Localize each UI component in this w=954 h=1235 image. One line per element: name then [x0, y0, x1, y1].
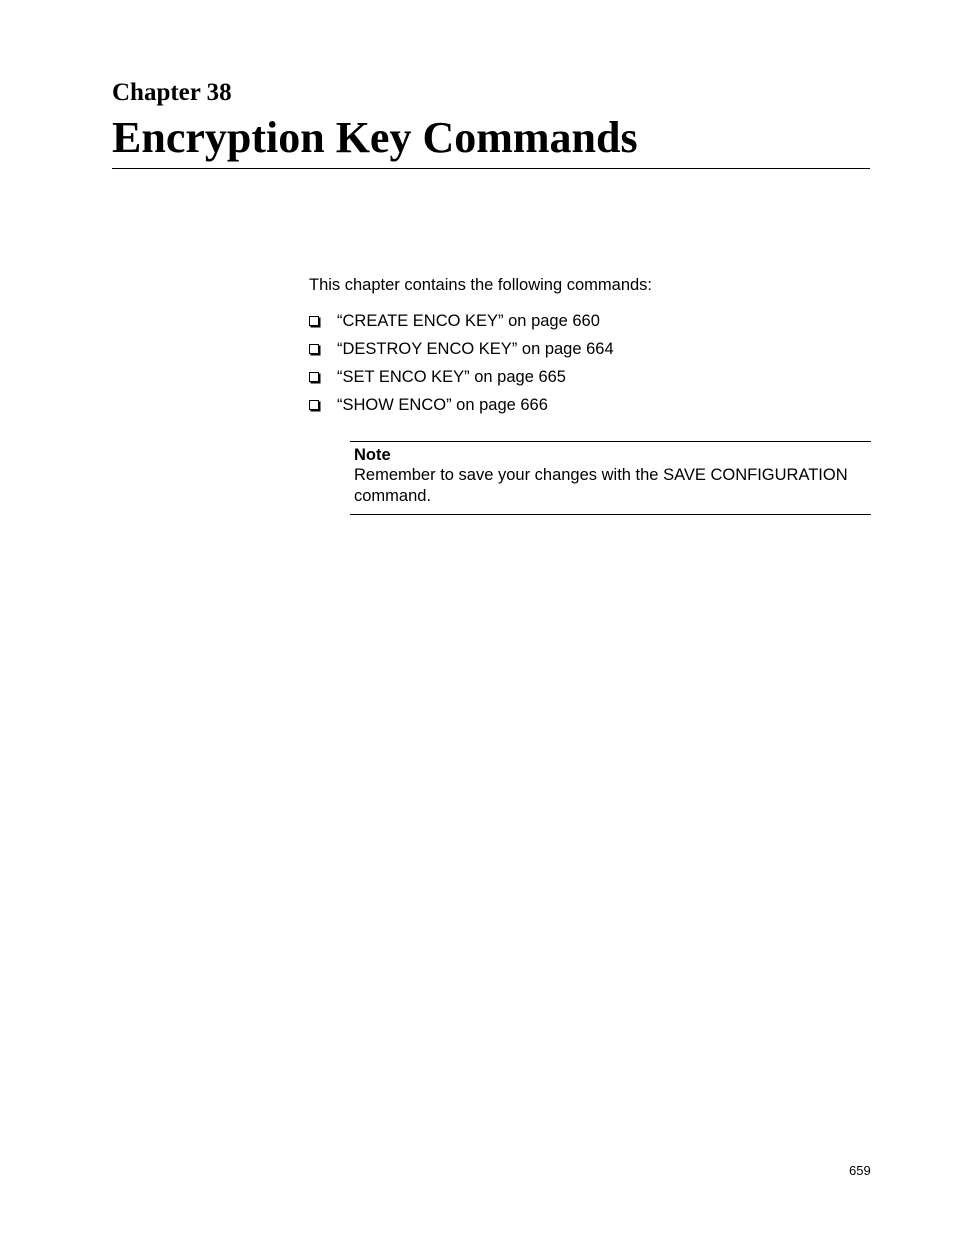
- command-link[interactable]: “SET ENCO KEY” on page 665: [337, 368, 566, 386]
- command-link[interactable]: “DESTROY ENCO KEY” on page 664: [337, 340, 614, 358]
- title-divider: [112, 168, 870, 169]
- page-number: 659: [849, 1163, 871, 1178]
- note-box: [350, 441, 871, 515]
- command-link[interactable]: “SHOW ENCO” on page 666: [337, 396, 548, 414]
- list-item: [309, 395, 614, 423]
- checkbox-bullet-icon: [309, 400, 319, 410]
- intro-text: This chapter contains the following commands:: [309, 276, 653, 294]
- checkbox-bullet-icon: [309, 344, 319, 354]
- list-item: [309, 339, 614, 367]
- chapter-title: Encryption Key Commands: [112, 113, 638, 162]
- list-item: [309, 367, 614, 395]
- checkbox-bullet-icon: [309, 316, 319, 326]
- note-heading: Note: [354, 446, 391, 464]
- list-item: [309, 311, 614, 339]
- command-link[interactable]: “CREATE ENCO KEY” on page 660: [337, 312, 600, 330]
- chapter-label: Chapter 38: [112, 79, 232, 106]
- command-list: [309, 311, 614, 423]
- note-text: Remember to save your changes with the SAVE CONFIGURATION command.: [354, 466, 848, 505]
- checkbox-bullet-icon: [309, 372, 319, 382]
